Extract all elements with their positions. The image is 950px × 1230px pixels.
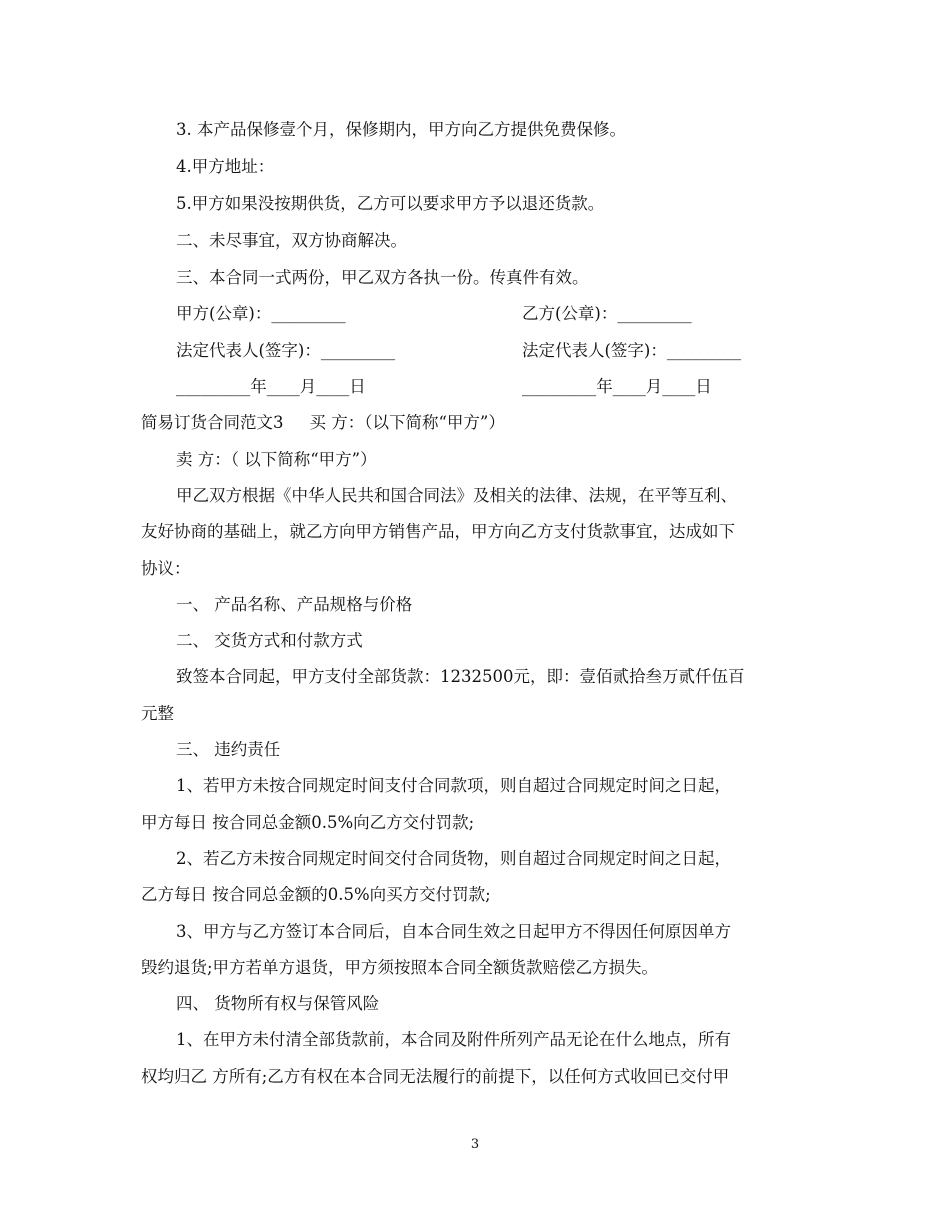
breach-2-line-1: 2、若乙方未按合同规定时间交付合同货物，则自超过合同规定时间之日起， [176,849,731,868]
address-line: 4.甲方地址： [176,157,275,176]
breach-3-line-1: 3、甲方与乙方签订本合同后，自本合同生效之日起甲方不得因任何原因单方 [176,922,731,941]
payment-line-1: 致签本合同起，甲方支付全部货款：1232500元，即：壹佰贰拾叁万贰仟伍百 [176,667,745,686]
page-number: 3 [470,1137,480,1152]
negotiation-line: 二、未尽事宜，双方协商解决。 [176,231,407,250]
section-heading-line [141,412,505,434]
party-b-seal: 乙方(公章)：_________ [522,304,692,323]
clause-3-heading: 三、 违约责任 [176,740,281,759]
ownership-1-line-1: 1、在甲方未付清全部货款前，本合同及附件所列产品无论在什么地点，所有 [176,1030,731,1049]
party-a-seal: 甲方(公章)：_________ [176,304,346,323]
intro-line-2: 友好协商的基础上，就乙方向甲方销售产品，甲方向乙方支付货款事宜，达成如下 [141,522,735,541]
breach-3-line-2: 毁约退货;甲方若单方退货，甲方须按照本合同全额货款赔偿乙方损失。 [141,958,659,977]
party-a-date: _________年____月____日 [176,377,366,396]
party-b-representative: 法定代表人(签字)：_________ [522,341,742,360]
buyer-line: 买 方：（以下简称“甲方”） [309,413,505,432]
refund-line: 5.甲方如果没按期供货，乙方可以要求甲方予以退还货款。 [176,194,605,213]
clause-2-heading: 二、 交货方式和付款方式 [176,631,363,650]
section-heading: 简易订货合同范文3 [141,413,284,432]
party-b-date: _________年____月____日 [522,377,712,396]
seller-line: 卖 方：（ 以下简称“甲方”） [176,450,377,469]
warranty-line: 3. 本产品保修壹个月，保修期内，甲方向乙方提供免费保修。 [176,120,626,139]
copies-line: 三、本合同一式两份，甲乙双方各执一份。传真件有效。 [176,268,589,287]
intro-line-1: 甲乙双方根据《中华人民共和国合同法》及相关的法律、法规，在平等互利、 [176,486,737,505]
breach-2-line-2: 乙方每日 按合同总金额的0.5%向买方交付罚款; [141,885,491,904]
clause-4-heading: 四、 货物所有权与保管风险 [176,994,380,1013]
breach-1-line-1: 1、若甲方未按合同规定时间支付合同款项，则自超过合同规定时间之日起， [176,776,731,795]
ownership-1-line-2: 权均归乙 方所有;乙方有权在本合同无法履行的前提下，以任何方式收回已交付甲 [141,1067,730,1086]
payment-line-2: 元整 [141,704,174,723]
breach-1-line-2: 甲方每日 按合同总金额0.5%向乙方交付罚款; [141,813,475,832]
intro-line-3: 协议： [141,559,191,578]
clause-1-heading: 一、 产品名称、产品规格与价格 [176,595,413,614]
party-a-representative: 法定代表人(签字)：_________ [176,341,396,360]
